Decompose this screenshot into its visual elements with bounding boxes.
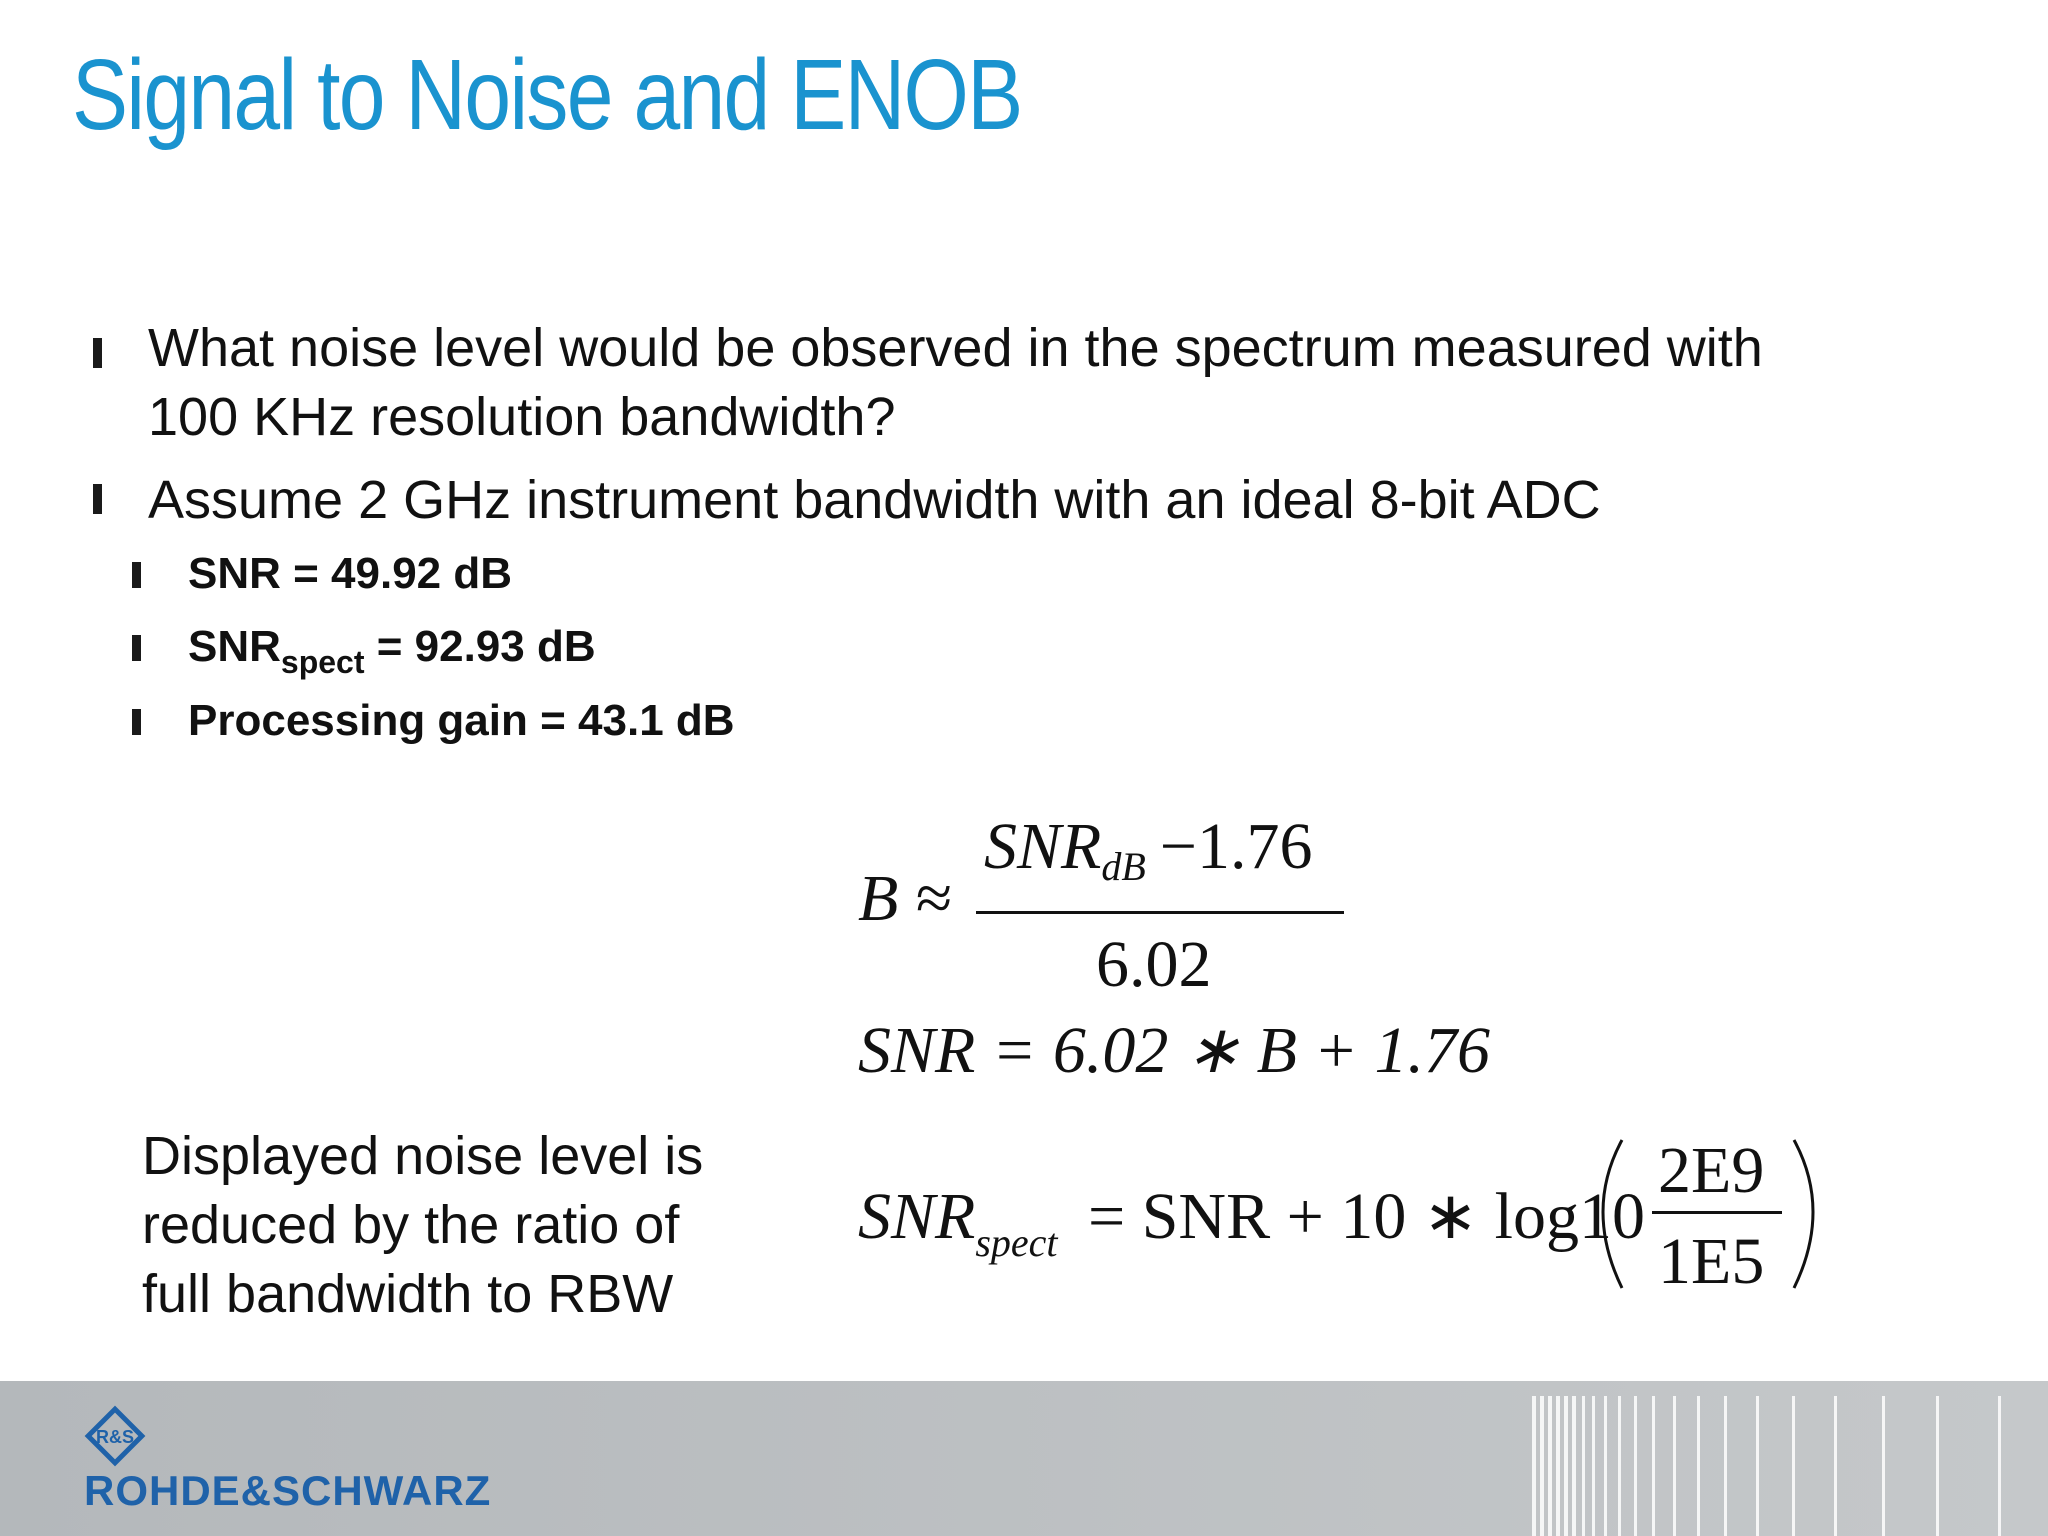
eq3-lhs [858, 1180, 1058, 1265]
note-line: reduced by the ratio of [142, 1195, 680, 1255]
eq1-num-sub: dB [1101, 844, 1146, 889]
eq1-lhs: B ≈ [858, 862, 952, 935]
sub-bullet-snr-spect [188, 617, 596, 692]
rohde-schwarz-logo-icon [84, 1405, 146, 1467]
eq3-paren-right [1794, 1140, 1813, 1288]
eq3-numerator: 2E9 [1658, 1134, 1765, 1207]
rohde-schwarz-logo-text: ROHDE&SCHWARZ [84, 1467, 492, 1514]
eq2: SNR = 6.02 ∗ B + 1.76 [858, 1014, 1491, 1087]
eq1-denominator: 6.02 [1096, 928, 1212, 1001]
eq1-num-base: SNR [984, 810, 1102, 883]
sub-bullet-snr: SNR = 49.92 dB [188, 549, 513, 598]
eq3-lhs-sub: spect [975, 1220, 1058, 1265]
eq1-numerator [984, 810, 1313, 889]
note-line: full bandwidth to RBW [142, 1264, 674, 1324]
bullet-assumption: Assume 2 GHz instrument bandwidth with an ideal 8-bit ADC [148, 470, 1601, 530]
eq3-middle: = SNR + 10 ∗ log10 [1088, 1180, 1645, 1253]
footer-stripes [1530, 1381, 2048, 1536]
sub-bullet-marker [132, 562, 141, 588]
bullet-line: 100 KHz resolution bandwidth? [148, 387, 896, 447]
bullet-question [148, 314, 1763, 452]
bullet-line: What noise level would be observed in the spectrum measured with [148, 318, 1763, 378]
sub-bullet-processing-gain: Processing gain = 43.1 dB [188, 696, 735, 745]
footer [0, 1381, 2048, 1536]
sub-bullet-marker [132, 635, 141, 661]
bullet-marker [93, 484, 102, 514]
eq1-num-rest: −1.76 [1159, 810, 1313, 883]
eq3-fraction-bar [1652, 1211, 1782, 1214]
sub-bullet-marker [132, 709, 141, 735]
snr-spect-base: SNR [188, 622, 281, 671]
eq3-lhs-base: SNR [858, 1180, 976, 1253]
eq1-fraction-bar [976, 911, 1344, 914]
bullet-marker [93, 338, 102, 368]
logo-monogram: R&S [95, 1427, 135, 1447]
snr-spect-subscript: spect [280, 644, 365, 680]
eq3-denominator: 1E5 [1658, 1225, 1765, 1298]
snr-spect-value: = 92.93 dB [364, 622, 596, 671]
slide-title: Signal to Noise and ENOB [72, 39, 1022, 151]
note-line: Displayed noise level is [142, 1126, 704, 1186]
equations [850, 810, 1900, 1320]
note-text [142, 1122, 703, 1329]
